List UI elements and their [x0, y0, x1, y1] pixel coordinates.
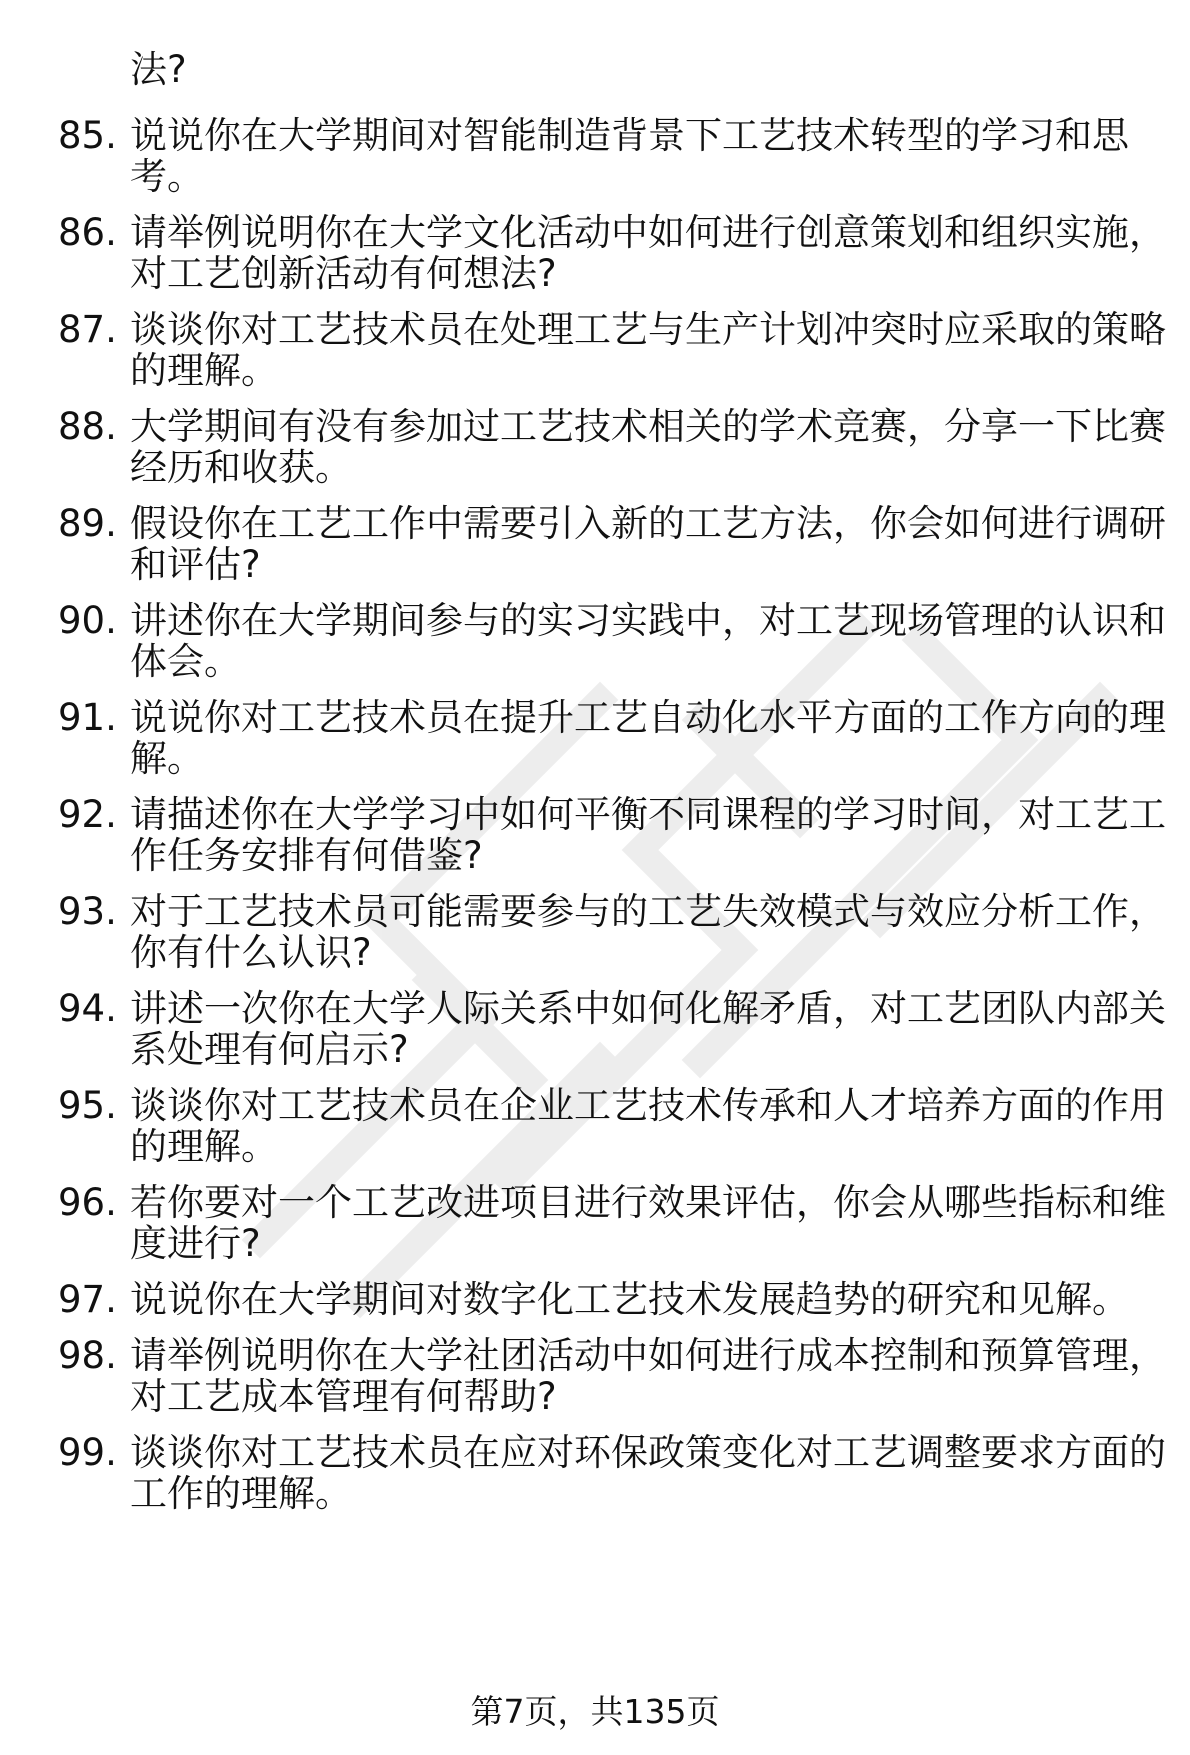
question-text: 系处理有何启示? — [130, 1028, 409, 1071]
question-number: 92. — [58, 793, 117, 836]
question-number: 86. — [58, 211, 117, 254]
question-text: 谈谈你对工艺技术员在应对环保政策变化对工艺调整要求方面的 — [130, 1431, 1166, 1474]
question-text: 体会。 — [130, 640, 241, 683]
question-number: 97. — [58, 1278, 117, 1321]
question-text: 考。 — [130, 155, 204, 198]
question-number: 88. — [58, 405, 117, 448]
question-number: 98. — [58, 1334, 117, 1377]
question-text: 解。 — [130, 737, 204, 780]
question-text: 假设你在工艺工作中需要引入新的工艺方法，你会如何进行调研 — [130, 502, 1166, 545]
question-text: 度进行? — [130, 1222, 261, 1265]
question-text: 工作的理解。 — [130, 1472, 352, 1515]
question-number: 93. — [58, 890, 117, 933]
question-text: 讲述一次你在大学人际关系中如何化解矛盾，对工艺团队内部关 — [130, 987, 1166, 1030]
question-number: 99. — [58, 1431, 117, 1474]
question-number: 89. — [58, 502, 117, 545]
question-text: 你有什么认识? — [130, 931, 372, 974]
question-number: 94. — [58, 987, 117, 1030]
question-text: 请举例说明你在大学文化活动中如何进行创意策划和组织实施， — [130, 211, 1166, 254]
question-text: 若你要对一个工艺改进项目进行效果评估，你会从哪些指标和维 — [130, 1181, 1166, 1224]
question-text: 的理解。 — [130, 1125, 278, 1168]
question-text: 请举例说明你在大学社团活动中如何进行成本控制和预算管理， — [130, 1334, 1166, 1377]
question-text: 谈谈你对工艺技术员在处理工艺与生产计划冲突时应采取的策略 — [130, 308, 1166, 351]
question-text: 讲述你在大学期间参与的实习实践中，对工艺现场管理的认识和 — [130, 599, 1166, 642]
question-number: 91. — [58, 696, 117, 739]
question-text: 谈谈你对工艺技术员在企业工艺技术传承和人才培养方面的作用 — [130, 1084, 1166, 1127]
question-number: 87. — [58, 308, 117, 351]
question-number: 95. — [58, 1084, 117, 1127]
question-text: 对于工艺技术员可能需要参与的工艺失效模式与效应分析工作， — [130, 890, 1166, 933]
question-text: 的理解。 — [130, 349, 278, 392]
question-number: 90. — [58, 599, 117, 642]
continuation-text: 法? — [130, 48, 187, 91]
question-text: 大学期间有没有参加过工艺技术相关的学术竞赛，分享一下比赛 — [130, 405, 1166, 448]
question-text: 和评估? — [130, 543, 261, 586]
page-footer: 第7页，共135页 — [470, 1692, 720, 1731]
question-text: 说说你对工艺技术员在提升工艺自动化水平方面的工作方向的理 — [130, 696, 1166, 739]
question-text: 对工艺创新活动有何想法? — [130, 252, 557, 295]
question-number: 85. — [58, 114, 117, 157]
question-number: 96. — [58, 1181, 117, 1224]
question-text: 说说你在大学期间对数字化工艺技术发展趋势的研究和见解。 — [130, 1278, 1129, 1321]
question-text: 经历和收获。 — [130, 446, 352, 489]
question-text: 作任务安排有何借鉴? — [130, 834, 483, 877]
question-text: 对工艺成本管理有何帮助? — [130, 1375, 557, 1418]
question-text: 请描述你在大学学习中如何平衡不同课程的学习时间，对工艺工 — [130, 793, 1166, 836]
question-text: 说说你在大学期间对智能制造背景下工艺技术转型的学习和思 — [130, 114, 1129, 157]
